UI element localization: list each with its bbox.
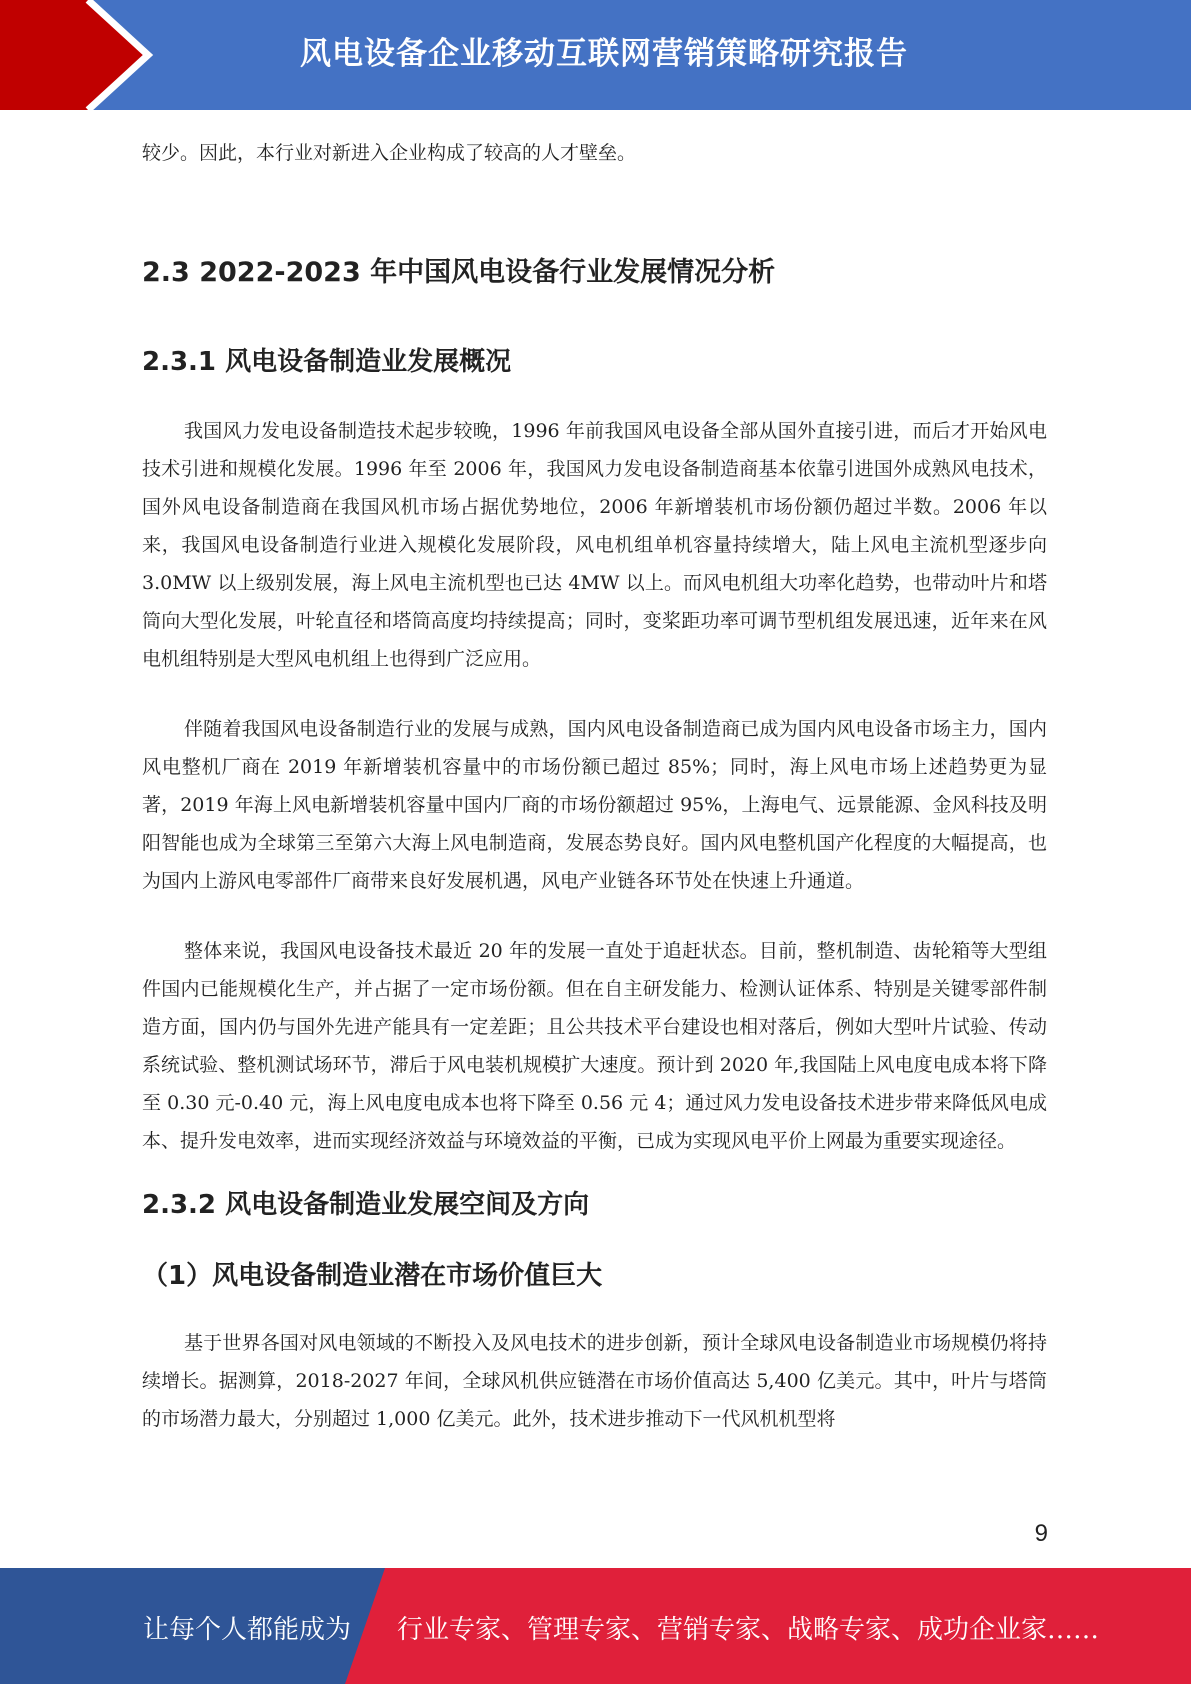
section-heading-2-3-2: 2.3.2 风电设备制造业发展空间及方向 <box>142 1190 590 1220</box>
paragraph-1: 我国风力发电设备制造技术起步较晚，1996 年前我国风电设备全部从国外直接引进，而后才开始风电技术引进和规模化发展。1996 年至 2006 年，我国风力发电设备制造商基本依靠引进国外成熟风电技术，国外风电设备制造商在我国风机市场占据优势地位，2006 年新增装机市场份额仍超过半数。2006 年以来，我国风电设备制造行业进入规模化发展阶段，风电机组单机容量持续增大，陆上风电主流机型逐步向 3.0MW 以上级别发展，海上风电主流机型也已达 4MW 以上。而风电机组大功率化趋势，也带动叶片和塔筒向大型化发展，叶轮直径和塔筒高度均持续提高；同时，变桨距功率可调节型机组发展迅速，近年来在风电机组特别是大型风电机组上也得到广泛应用。 <box>142 420 1047 670</box>
subsection-heading-1: （1）风电设备制造业潜在市场价值巨大 <box>142 1261 603 1291</box>
intro-line: 较少。因此，本行业对新进入企业构成了较高的人才壁垒。 <box>142 142 637 164</box>
page-number: 9 <box>1034 1520 1048 1547</box>
footer-banner <box>0 1568 1191 1684</box>
header-red-arrow <box>0 0 148 110</box>
paragraph-2: 伴随着我国风电设备制造行业的发展与成熟，国内风电设备制造商已成为国内风电设备市场主力，国内风电整机厂商在 2019 年新增装机容量中的市场份额已超过 85%；同时，海上风电市场上述趋势更为显著，2019 年海上风电新增装机容量中国内厂商的市场份额超过 95%，上海电气、远景能源、金风科技及明阳智能也成为全球第三至第六大海上风电制造商，发展态势良好。国内风电整机国产化程度的大幅提高，也为国内上游风电零部件厂商带来良好发展机遇，风电产业链各环节处在快速上升通道。 <box>142 718 1047 892</box>
header-banner <box>0 0 1191 110</box>
footer-slogan-left: 让每个人都能成为 <box>143 1615 352 1645</box>
report-title: 风电设备企业移动互联网营销策略研究报告 <box>300 36 908 72</box>
paragraph-4: 基于世界各国对风电领域的不断投入及风电技术的进步创新，预计全球风电设备制造业市场规模仍将持续增长。据测算，2018-2027 年间，全球风机供应链潜在市场价值高达 5,400 亿美元。其中，叶片与塔筒的市场潜力最大，分别超过 1,000 亿美元。此外，技术进步推动下一代风机机型将 <box>142 1332 1047 1430</box>
section-heading-2-3: 2.3 2022-2023 年中国风电设备行业发展情况分析 <box>142 257 776 288</box>
footer-slogan-right: 行业专家、管理专家、营销专家、战略专家、成功企业家…… <box>397 1615 1100 1645</box>
page-content <box>142 134 1047 1438</box>
section-heading-2-3-1: 2.3.1 风电设备制造业发展概况 <box>142 347 512 377</box>
paragraph-3: 整体来说，我国风电设备技术最近 20 年的发展一直处于追赶状态。目前，整机制造、齿轮箱等大型组件国内已能规模化生产，并占据了一定市场份额。但在自主研发能力、检测认证体系、特别是关键零部件制造方面，国内仍与国外先进产能具有一定差距；且公共技术平台建设也相对落后，例如大型叶片试验、传动系统试验、整机测试场环节，滞后于风电装机规模扩大速度。预计到 2020 年,我国陆上风电度电成本将下降至 0.30 元-0.40 元，海上风电度电成本也将下降至 0.56 元 4；通过风力发电设备技术进步带来降低风电成本、提升发电效率，进而实现经济效益与环境效益的平衡，已成为实现风电平价上网最为重要实现途径。 <box>142 940 1047 1152</box>
